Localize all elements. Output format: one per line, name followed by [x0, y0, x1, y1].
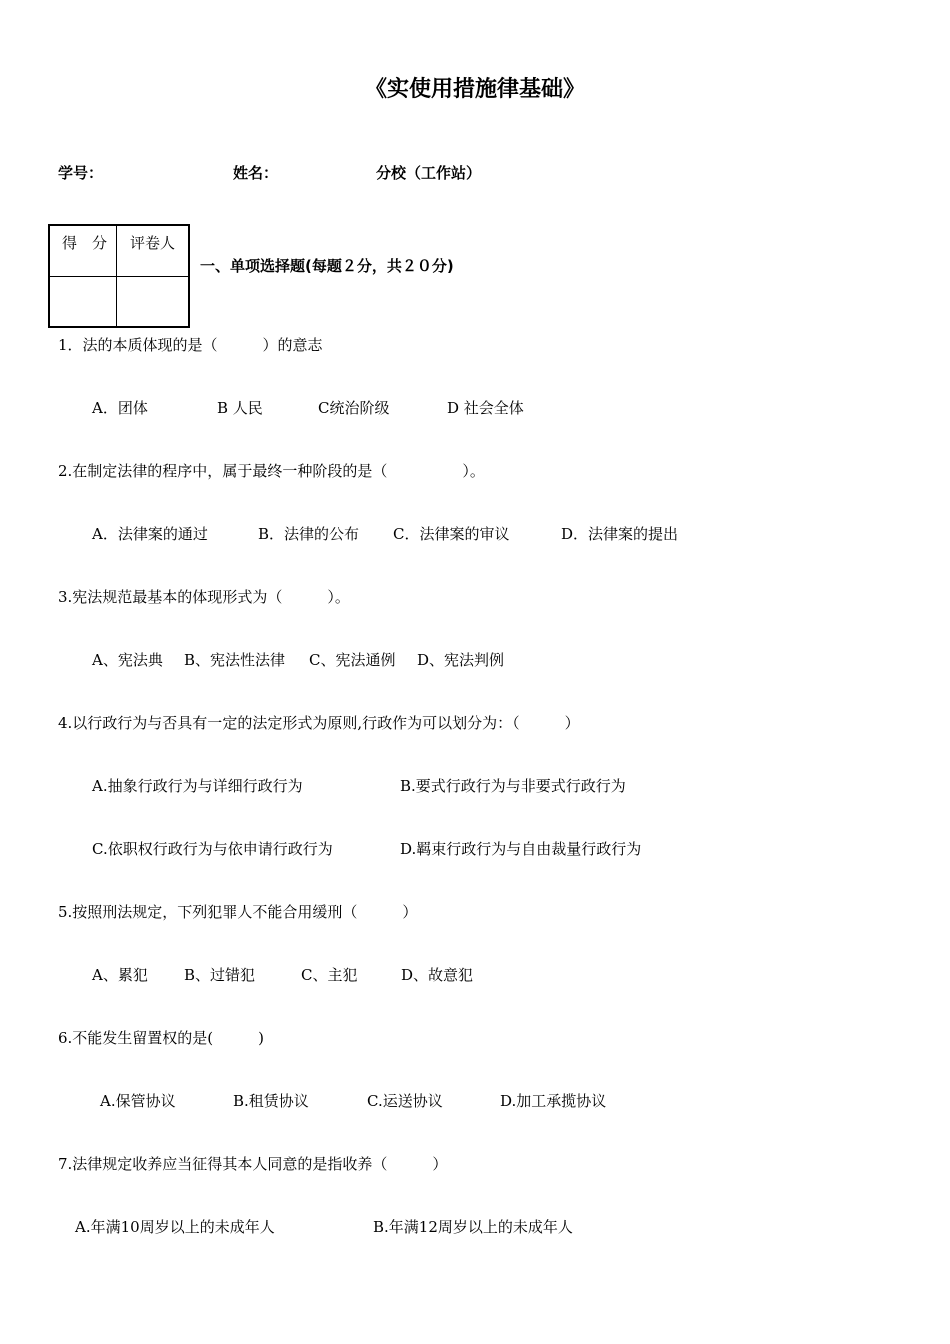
question-1-option-c: C统治阶级 — [318, 399, 390, 417]
score-table — [48, 224, 190, 328]
question-4-option-d: D.羁束行政行为与自由裁量行政行为 — [400, 840, 642, 858]
section-heading: 一、单项选择题(每题２分，共２０分) — [200, 257, 454, 275]
question-2-option-c: C．法律案的审议 — [393, 525, 510, 543]
question-2-option-a: A．法律案的通过 — [92, 525, 208, 543]
question-6-stem: 6.不能发生留置权的是( ) — [58, 1029, 265, 1047]
question-6-option-c: C.运送协议 — [367, 1092, 443, 1110]
question-1-stem: 1．法的本质体现的是（ ）的意志 — [58, 336, 323, 354]
question-5-option-b: B、过错犯 — [184, 966, 256, 984]
question-4-option-c: C.依职权行政行为与依申请行政行为 — [92, 840, 333, 858]
question-4-stem: 4.以行政行为与否具有一定的法定形式为原则,行政作为可以划分为：（ ） — [58, 714, 580, 732]
question-7-option-a: A.年满10周岁以上的未成年人 — [75, 1218, 275, 1236]
question-3-option-d: D、宪法判例 — [417, 651, 505, 669]
question-5-option-a: A、累犯 — [92, 966, 148, 984]
document-title: 《实使用措施律基础》 — [364, 77, 585, 102]
question-4-option-a: A.抽象行政行为与详细行政行为 — [92, 777, 303, 795]
question-2-option-b: B．法律的公布 — [258, 525, 360, 543]
question-5-option-c: C、主犯 — [301, 966, 358, 984]
question-1-option-d: D 社会全体 — [447, 399, 524, 417]
question-1-option-b: B 人民 — [217, 399, 263, 417]
question-2-stem: 2.在制定法律的程序中，属于最终一种阶段的是（ ）。 — [58, 462, 485, 480]
question-6-option-a: A.保管协议 — [100, 1092, 176, 1110]
grader-header: 评卷人 — [130, 234, 176, 252]
question-3-option-b: B、宪法性法律 — [184, 651, 286, 669]
question-1-option-a: A．团体 — [92, 399, 148, 417]
question-6-option-b: B.租赁协议 — [233, 1092, 309, 1110]
student-id-label: 学号： — [58, 164, 104, 182]
branch-label: 分校（工作站） — [376, 164, 482, 182]
question-5-stem: 5.按照刑法规定，下列犯罪人不能合用缓刑（ ） — [58, 903, 418, 921]
question-3-stem: 3.宪法规范最基本的体现形式为（ ）。 — [58, 588, 350, 606]
question-2-option-d: D．法律案的提出 — [561, 525, 679, 543]
question-3-option-a: A、宪法典 — [92, 651, 163, 669]
name-label: 姓名： — [233, 164, 279, 182]
question-5-option-d: D、故意犯 — [401, 966, 474, 984]
question-4-option-b: B.要式行政行为与非要式行政行为 — [400, 777, 626, 795]
question-6-option-d: D.加工承揽协议 — [500, 1092, 607, 1110]
question-7-option-b: B.年满12周岁以上的未成年人 — [373, 1218, 573, 1236]
table-divider-horizontal — [50, 276, 188, 277]
question-7-stem: 7.法律规定收养应当征得其本人同意的是指收养（ ） — [58, 1155, 448, 1173]
score-header: 得 分 — [62, 234, 108, 252]
question-3-option-c: C、宪法通例 — [309, 651, 396, 669]
